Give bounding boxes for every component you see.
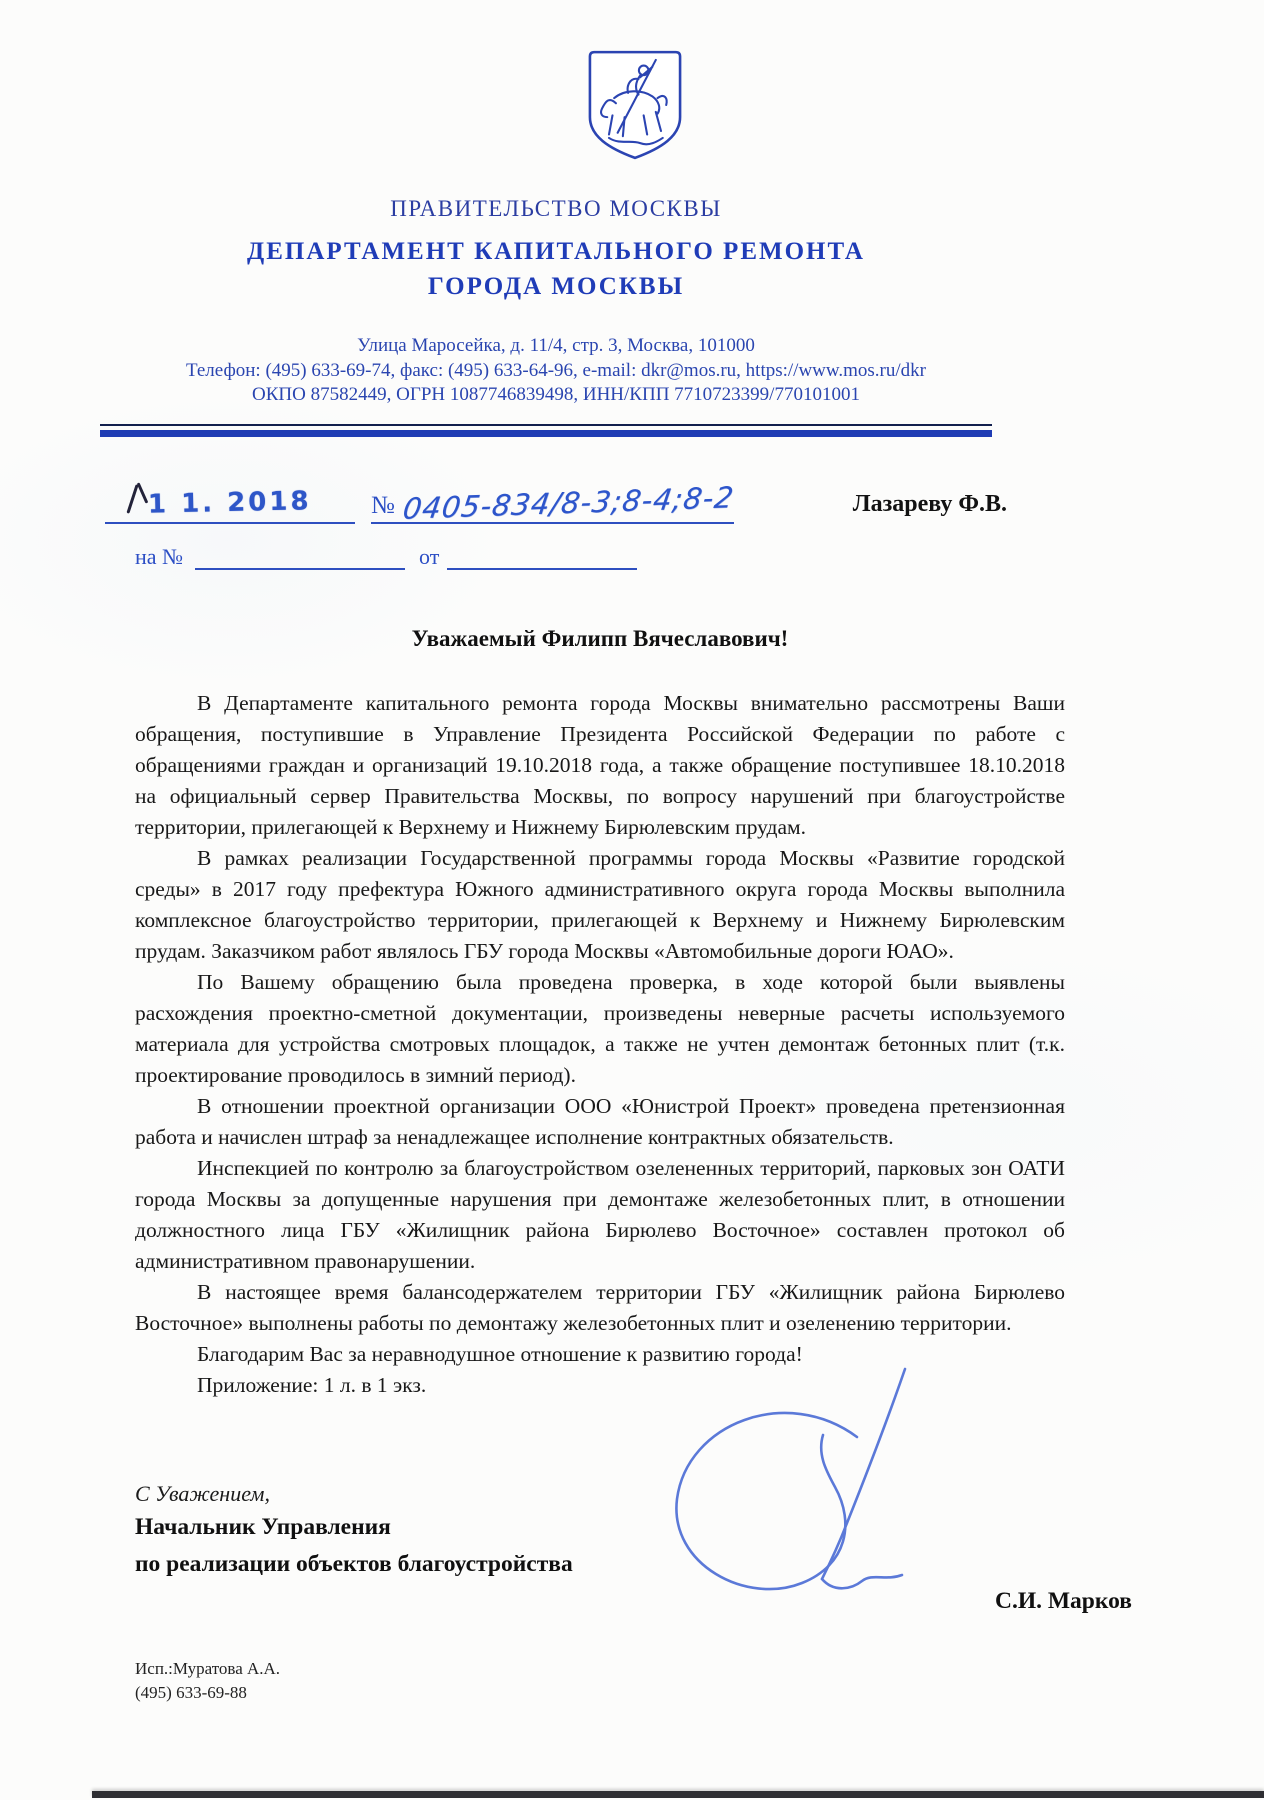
regards-line: С Уважением, [135,1480,270,1506]
salutation: Уважаемый Филипп Вячеславович! [411,625,789,651]
attachment-note: Приложение: 1 л. в 1 экз. [197,1372,427,1397]
reply-date-blank [447,544,637,570]
letter-paragraph: По Вашему обращению была проведена проверка, в ходе которой были выявлены расхождения проектно-сметной документации, произведены неверные расчеты используемого материала для устройства смотровых площадок, а также не учтен демонтаж бетонных плит (т.к. проектирование проводилось в зимний период). [135,969,1065,1087]
letterhead-codes: ОКПО 87582449, ОГРН 1087746839498, ИНН/КПП 7710723399/770101001 [252,384,860,405]
department-title-line1: ДЕПАРТАМЕНТ КАПИТАЛЬНОГО РЕМОНТА [247,238,865,265]
number-sign: № [371,491,395,519]
letterhead-divider [100,424,992,440]
date-stamp: 1 1. 2018 [147,485,313,520]
signer-title-line1: Начальник Управления [135,1513,391,1540]
letterhead-details [135,334,977,408]
letterhead-emblem [0,0,1264,168]
letter-paragraph: В Департаменте капитального ремонта города Москвы внимательно рассмотрены Ваши обращения, поступившие в Управление Президента Российской Федерации по работе с обращениями граждан и организаций 19.10.2018 года, а также обращение поступившее 18.10.2018 на официальный сервер Правительства Москвы, по вопросу нарушений при благоустройстве территории, прилегающей к Верхнему и Нижнему Бирюлевским прудам. [135,690,1065,839]
date-field [105,485,355,524]
addressee-name: Лазареву Ф.В. [852,490,1007,517]
letter-paragraph: В настоящее время балансодержателем территории ГБУ «Жилищник района Бирюлево Восточное» выполнены работы по демонтажу железобетонных плит и озеленению территории. [135,1279,1065,1335]
moscow-coat-of-arms-icon [583,44,687,166]
department-title [135,234,977,304]
executor-block [135,1657,1065,1705]
reference-row [135,466,1065,524]
reply-number-blank [195,544,405,570]
reply-reference-row [135,544,1065,570]
signature-block [135,1479,1132,1637]
signer-title-line2: по реализации объектов благоустройства [135,1550,573,1577]
executor-phone: (495) 633-69-88 [135,1682,247,1702]
letterhead-address: Улица Маросейка, д. 11/4, стр. 3, Москва, 101000 [357,335,755,356]
reply-to-label: на № [135,543,184,569]
handwritten-number: 0405-834/8-3;8-4;8-2 [400,479,737,526]
letter-paragraph: В рамках реализации Государственной программы города Москвы «Развитие городской среды» в 2017 году префектура Южного административного округа города Москвы выполнила комплексное благоустройство территории, прилегающей к Верхнему и Нижнему Бирюлевским прудам. Заказчиком работ являлось ГБУ города Москвы «Автомобильные дороги ЮАО». [135,845,1065,963]
letterhead-contacts: Телефон: (495) 633-69-74, факс: (495) 633-64-96, e-mail: dkr@mos.ru, https://www.mos.ru/dkr [185,359,926,381]
letter-paragraph: В отношении проектной организации ООО «Юнистрой Проект» проведена претензионная работа и начислен штраф за ненадлежащее исполнение контрактных обязательств. [135,1093,1065,1149]
department-title-line2: ГОРОДА МОСКВЫ [427,273,685,300]
signer-name: С.И. Марков [995,1587,1132,1614]
government-title: ПРАВИТЕЛЬСТВО МОСКВЫ [390,196,722,221]
reply-from-label: от [419,543,440,569]
letter-body [135,688,1065,1339]
letter-paragraph: Инспекцией по контролю за благоустройством озелененных территорий, парковых зон ОАТИ города Москвы за допущенные нарушения при демонтаже железобетонных плит, в отношении должностного лица ГБУ «Жилищник района Бирюлево Восточное» составлен протокол об административном правонарушении. [135,1155,1065,1273]
outgoing-number-field [371,479,737,526]
executor-name: Исп.:Муратова А.А. [135,1658,281,1678]
closing-phrase: Благодарим Вас за неравнодушное отношение к развитию города! [197,1341,803,1366]
scan-edge-artifact [92,1791,1264,1798]
